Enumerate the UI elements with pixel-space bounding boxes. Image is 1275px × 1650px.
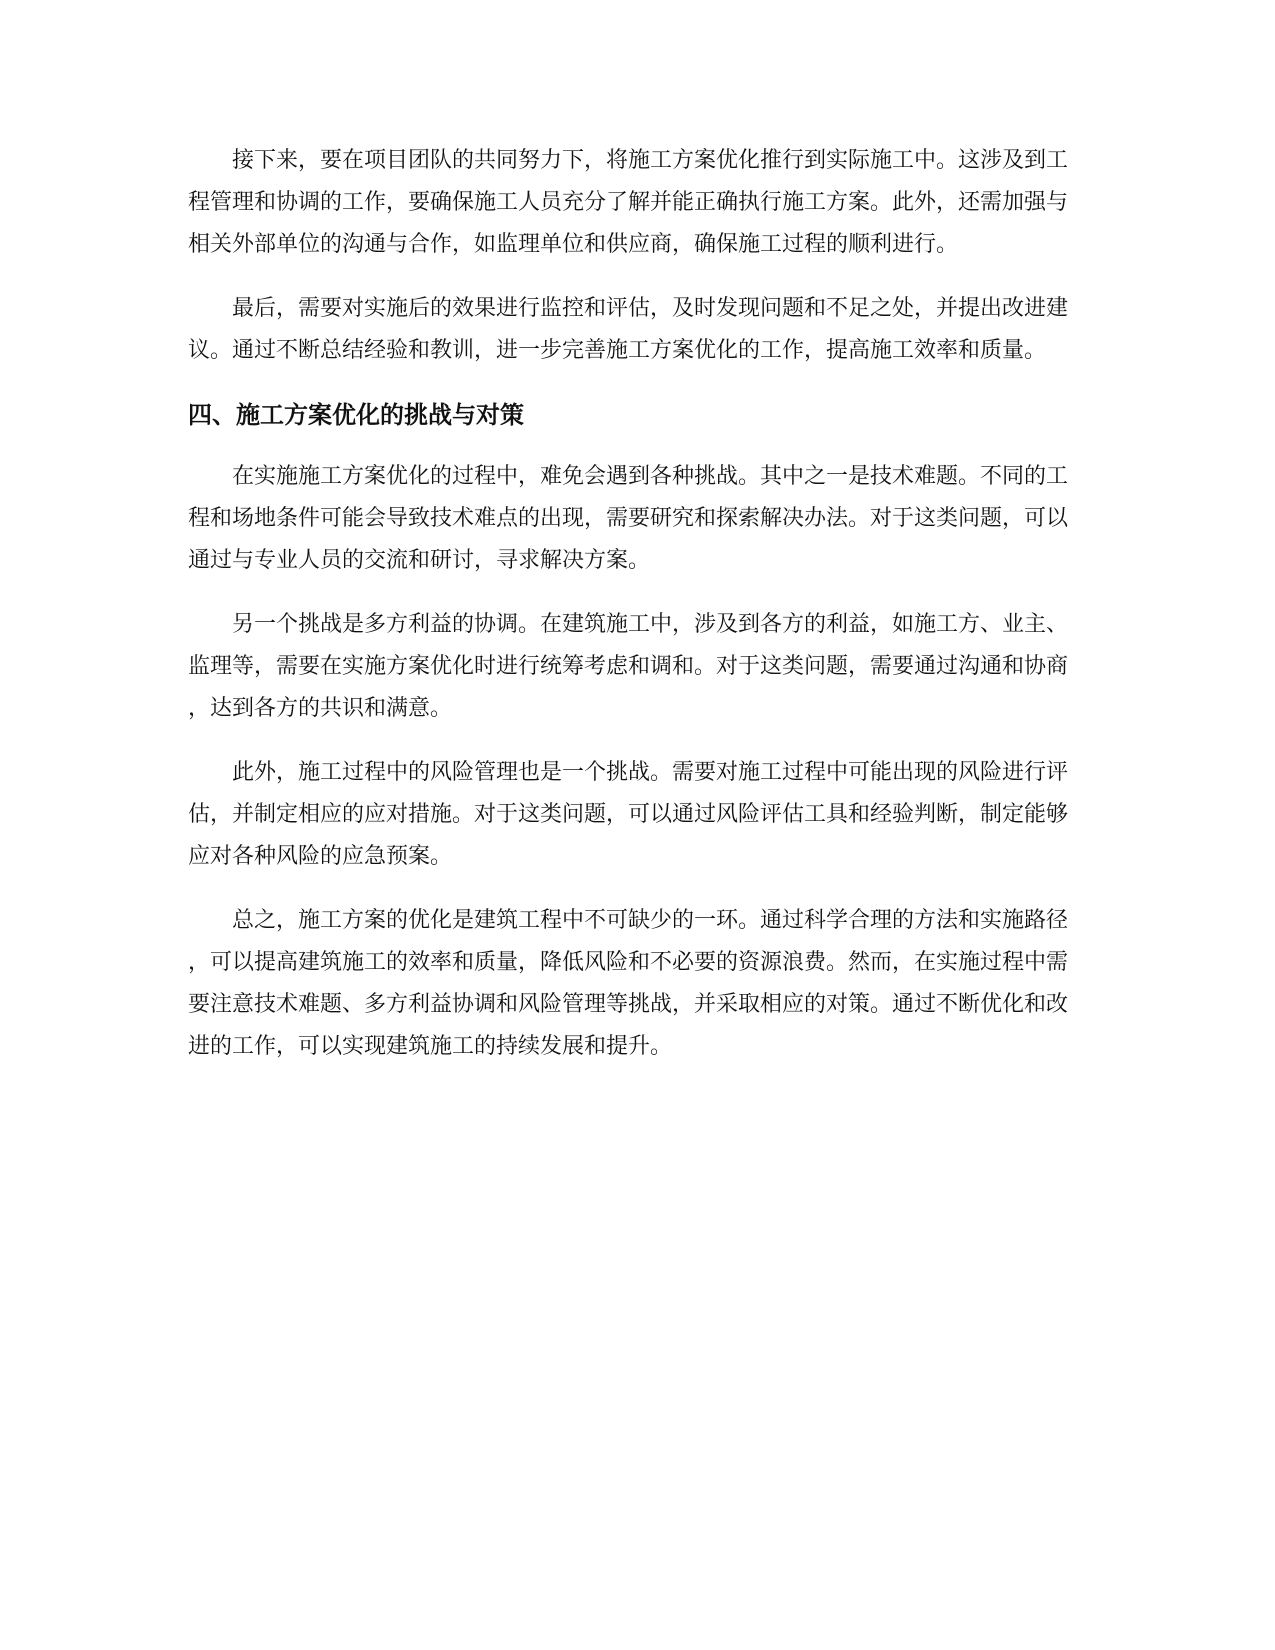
document-body [188,140,1088,1090]
paragraph-stakeholder-challenge: 另一个挑战是多方利益的协调。在建筑施工中，涉及到各方的利益，如施工方、业主、监理等，需要在实施方案优化时进行统筹考虑和调和。对于这类问题，需要通过沟通和协商，达到各方的共识和满意。 [188,612,1069,721]
paragraph-implementation: 接下来，要在项目团队的共同努力下，将施工方案优化推行到实际施工中。这涉及到工程管理和协调的工作，要确保施工人员充分了解并能正确执行施工方案。此外，还需加强与相关外部单位的沟通与合作，如监理单位和供应商，确保施工过程的顺利进行。 [188,148,1069,257]
section-heading: 四、施工方案优化的挑战与对策 [188,401,524,429]
paragraph-risk-challenge: 此外，施工过程中的风险管理也是一个挑战。需要对施工过程中可能出现的风险进行评估，并制定相应的应对措施。对于这类问题，可以通过风险评估工具和经验判断，制定能够应对各种风险的应急预案。 [188,760,1069,869]
paragraph-technical-challenge: 在实施施工方案优化的过程中，难免会遇到各种挑战。其中之一是技术难题。不同的工程和场地条件可能会导致技术难点的出现，需要研究和探索解决办法。对于这类问题，可以通过与专业人员的交流和研讨，寻求解决方案。 [188,464,1069,573]
paragraph-evaluation: 最后，需要对实施后的效果进行监控和评估，及时发现问题和不足之处，并提出改进建议。通过不断总结经验和教训，进一步完善施工方案优化的工作，提高施工效率和质量。 [188,296,1069,363]
paragraph-conclusion: 总之，施工方案的优化是建筑工程中不可缺少的一环。通过科学合理的方法和实施路径，可以提高建筑施工的效率和质量，降低风险和不必要的资源浪费。然而，在实施过程中需要注意技术难题、多方利益协调和风险管理等挑战，并采取相应的对策。通过不断优化和改进的工作，可以实现建筑施工的持续发展和提升。 [188,908,1069,1059]
